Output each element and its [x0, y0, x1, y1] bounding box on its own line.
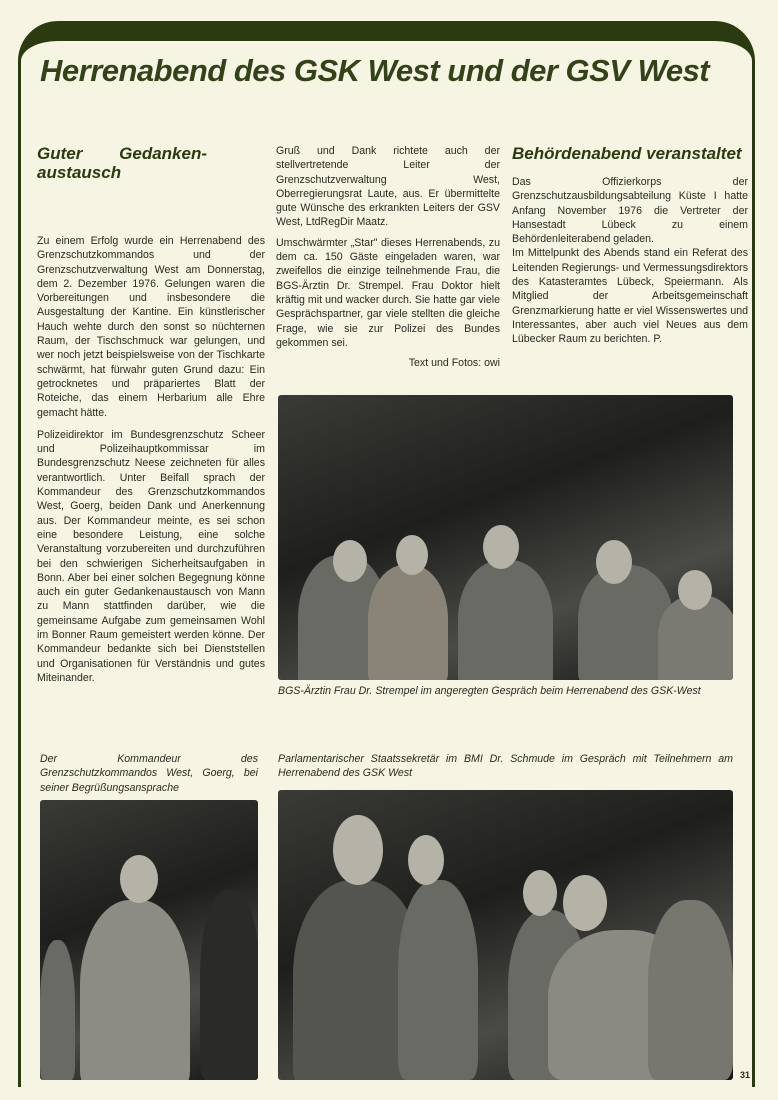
subheading-gedankenaustausch: Guter Gedanken-austausch: [37, 144, 207, 182]
paragraph: Zu einem Erfolg wurde ein Herrenabend des Grenzschutzkommandos und der Grenzschutzverwaltung West am Donnerstag, dem 2. Dezember 1976. Gelungen waren die Vorbereitungen und insbesondere die Ausgestaltung der Kantine. Ein künstlerischer Hauch wehte durch den sonst so nüchternen Raum, der Tischschmuck war gelungen, und wer noch jetzt beispielsweise von der Tischkarte schwärmt, hat fürwahr guten Grund dazu: Ein getrocknetes und präpariertes Blatt der Roteiche, das einem Herbarium alle Ehre gemacht hätte.: [37, 235, 265, 419]
paragraph: Das Offizierkorps der Grenzschutzausbildungsabteilung Küste I hatte Anfang November 1976 die Vertreter der Hansestadt Lübeck zu einem Behördenleiterabend geladen.: [512, 176, 748, 246]
page-number: 31: [739, 1070, 750, 1080]
caption-photo-2: Der Kommandeur des Grenzschutzkommandos West, Goerg, bei seiner Begrüßungsansprache: [40, 753, 258, 794]
caption-photo-1: BGS-Ärztin Frau Dr. Strempel im angeregten Gespräch beim Herrenabend des GSK-West: [278, 685, 701, 697]
photo-schmude-conversation: [278, 790, 733, 1080]
photo-commander-goerg: [40, 800, 258, 1080]
article-title: Herrenabend des GSK West und der GSV West: [40, 53, 710, 88]
subheading-behoerdenabend: Behördenabend veranstaltet: [512, 144, 742, 163]
photo-strempel-conversation: [278, 395, 733, 680]
column-1: [37, 144, 265, 691]
paragraph: Im Mittelpunkt des Abends stand ein Referat des Leitenden Regierungs- und Vermessungsdirektors des Katasteramtes Lübeck, Speiermann. Als Mitglied der Arbeitsgemeinschaft Grenzmarkierung hatte er viel Wissenswertes und Interessantes, aber auch viel Neues aus dem Lübecker Raum zu berichten. P.: [512, 247, 748, 346]
column-2: [276, 144, 500, 376]
paragraph: Gruß und Dank richtete auch der stellvertretende Leiter der Grenzschutzverwaltung West, Oberregierungsrat Laute, aus. Er übermittelte gute Wünsche des erkrankten Leiters der GSV West, LtdRegDir Maatz.: [276, 145, 500, 229]
caption-photo-3: Parlamentarischer Staatssekretär im BMI Dr. Schmude im Gespräch mit Teilnehmern am Herrenabend des GSK West: [278, 753, 733, 780]
paragraph: Umschwärmter „Star" dieses Herrenabends, zu dem ca. 150 Gäste eingeladen waren, war zweifellos die einzige teilnehmende Frau, die BGS-Ärztin Dr. Strempel. Frau Doktor hielt kräftig mit und wacker durch. Sie hatte gar viele Gesprächspartner, gar viele stellten die gleiche Frage, wie sie zur Polizei des Bundes gekommen sei.: [276, 236, 500, 349]
photo-credit: Text und Fotos: owi: [408, 357, 500, 370]
paragraph: Polizeidirektor im Bundesgrenzschutz Scheer und Polizeihauptkommissar im Bundesgrenzschutz Neese zeichneten für alles verantwortlich. Unter Beifall sprach der Kommandeur des Grenzschutzkommandos West, Goerg, beiden Dank und Anerkennung aus. Der Kommandeur meinte, es sei schon eine besondere Leistung, eine solche Veranstaltung vorzubereiten und durchzuführen bei den schwierigen Sicherheitsaufgaben in Bonn. Aber bei einer solchen Begegnung könne auch ein guter Gedankenaustausch von Mann zu Mann stattfinden darüber, wie die gemeinsame Aufgabe zum gemeinsamen Wohl im Bonner Raum gemeistert werden könne. Der Kommandeur bedankte sich bei Dienststellen und Organisationen für Verständnis und gutes Miteinander.: [37, 428, 265, 684]
column-3: [512, 144, 748, 353]
